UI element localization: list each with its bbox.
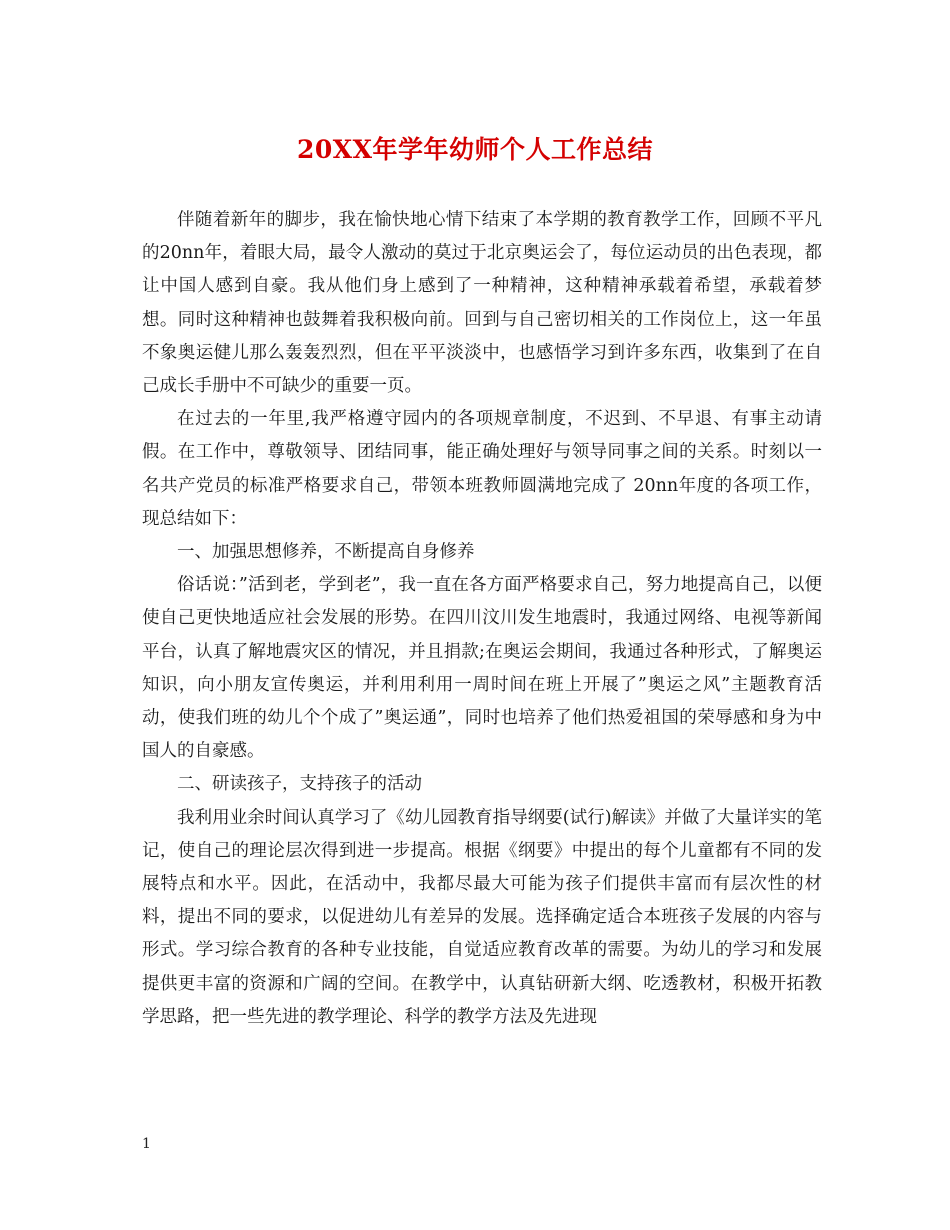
paragraph-intro: 伴随着新年的脚步，我在愉快地心情下结束了本学期的教育教学工作，回顾不平凡的20nn年，着眼大局，最令人激动的莫过于北京奥运会了，每位运动员的出色表现，都让中国人感到自豪。我从他们身上感到了一种精神，这种精神承载着希望，承载着梦想。同时这种精神也鼓舞着我积极向前。回到与自己密切相关的工作岗位上，这一年虽不象奥运健儿那么轰轰烈烈，但在平平淡淡中，也感悟学习到许多东西，收集到了在自己成长手册中不可缺少的重要一页。 — [142, 210, 822, 397]
paragraph-study-children: 我利用业余时间认真学习了《幼儿园教育指导纲要(试行)解读》并做了大量详实的笔记，使自己的理论层次得到进一步提高。根据《纲要》中提出的每个儿童都有不同的发展特点和水平。因此，在活动中，我都尽最大可能为孩子们提供丰富而有层次性的材料，提出不同的要求，以促进幼儿有差异的发展。选择确定适合本班孩子发展的内容与形式。学习综合教育的各种专业技能，自觉适应教育改革的需要。为幼儿的学习和发展提供更丰富的资源和广阔的空间。在教学中，认真钻研新大纲、吃透教材，积极开拓教学思路，把一些先进的教学理论、科学的教学方法及先进现 — [142, 807, 822, 1027]
document-title: 20XX年学年幼师个人工作总结 — [296, 135, 654, 164]
section-heading-2: 二、研读孩子，支持孩子的活动 — [177, 774, 422, 795]
paragraph-past-year: 在过去的一年里,我严格遵守园内的各项规章制度，不迟到、不早退、有事主动请假。在工作中，尊敬领导、团结同事，能正确处理好与领导同事之间的关系。时刻以一名共产党员的标准严格要求自己，带领本班教师圆满地完成了 20nn年度的各项工作，现总结如下： — [142, 409, 822, 529]
section-heading-1: 一、加强思想修养，不断提高自身修养 — [177, 542, 475, 563]
paragraph-self-improvement: 俗话说：”活到老，学到老”，我一直在各方面严格要求自己，努力地提高自己，以便使自己更快地适应社会发展的形势。在四川汶川发生地震时，我通过网络、电视等新闻平台，认真了解地震灾区的情况，并且捐款;在奥运会期间，我通过各种形式，了解奥运知识，向小朋友宣传奥运，并利用利用一周时间在班上开展了”奥运之风”主题教育活动，使我们班的幼儿个个成了”奥运通”，同时也培养了他们热爱祖国的荣辱感和身为中国人的自豪感。 — [142, 575, 822, 762]
page-number: 1 — [142, 1136, 151, 1152]
document-body — [142, 204, 822, 1034]
